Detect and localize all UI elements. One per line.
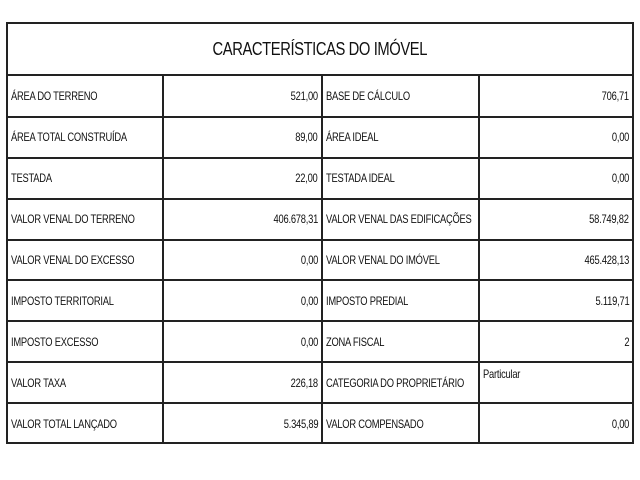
valor-compensado-label: VALOR COMPENSADO: [322, 403, 479, 444]
venal-terreno-value: 406.678,31: [163, 199, 322, 240]
imposto-excesso-value: 0,00: [163, 321, 322, 362]
venal-terreno-label: VALOR VENAL DO TERRENO: [8, 199, 163, 240]
area-construida-label: ÁREA TOTAL CONSTRUÍDA: [8, 117, 163, 158]
property-characteristics-table: [6, 22, 634, 444]
base-calculo-value: 706,71: [479, 76, 632, 117]
table-row: [8, 76, 632, 117]
testada-label: TESTADA: [8, 158, 163, 199]
imposto-territorial-label: IMPOSTO TERRITORIAL: [8, 280, 163, 321]
testada-ideal-value: 0,00: [479, 158, 632, 199]
imposto-territorial-value: 0,00: [163, 280, 322, 321]
table-row: [8, 321, 632, 362]
table-row: [8, 199, 632, 240]
table-row: [8, 158, 632, 199]
valor-total-lancado-label: VALOR TOTAL LANÇADO: [8, 403, 163, 444]
valor-taxa-label: VALOR TAXA: [8, 362, 163, 403]
zona-fiscal-label: ZONA FISCAL: [322, 321, 479, 362]
venal-edificacoes-value: 58.749,82: [479, 199, 632, 240]
testada-ideal-label: TESTADA IDEAL: [322, 158, 479, 199]
venal-imovel-label: VALOR VENAL DO IMÓVEL: [322, 240, 479, 281]
imposto-excesso-label: IMPOSTO EXCESSO: [8, 321, 163, 362]
area-terreno-label: ÁREA DO TERRENO: [8, 76, 163, 117]
characteristics-grid: [8, 76, 632, 444]
table-title: CARACTERÍSTICAS DO IMÓVEL: [212, 38, 428, 59]
categoria-proprietario-value: Particular: [479, 362, 632, 403]
table-row: [8, 280, 632, 321]
testada-value: 22,00: [163, 158, 322, 199]
zona-fiscal-value: 2: [479, 321, 632, 362]
venal-excesso-label: VALOR VENAL DO EXCESSO: [8, 240, 163, 281]
table-title-bar: [8, 24, 632, 76]
imposto-predial-value: 5.119,71: [479, 280, 632, 321]
table-row: [8, 240, 632, 281]
table-row: [8, 117, 632, 158]
area-construida-value: 89,00: [163, 117, 322, 158]
valor-taxa-value: 226,18: [163, 362, 322, 403]
area-ideal-label: ÁREA IDEAL: [322, 117, 479, 158]
table-row: [8, 403, 632, 444]
venal-edificacoes-label: VALOR VENAL DAS EDIFICAÇÕES: [322, 199, 479, 240]
venal-excesso-value: 0,00: [163, 240, 322, 281]
base-calculo-label: BASE DE CÁLCULO: [322, 76, 479, 117]
area-terreno-value: 521,00: [163, 76, 322, 117]
imposto-predial-label: IMPOSTO PREDIAL: [322, 280, 479, 321]
categoria-proprietario-label: CATEGORIA DO PROPRIETÁRIO: [322, 362, 479, 403]
valor-total-lancado-value: 5.345,89: [163, 403, 322, 444]
valor-compensado-value: 0,00: [611, 417, 629, 432]
venal-imovel-value: 465.428,13: [479, 240, 632, 281]
area-ideal-value: 0,00: [479, 117, 632, 158]
table-row: [8, 362, 632, 403]
